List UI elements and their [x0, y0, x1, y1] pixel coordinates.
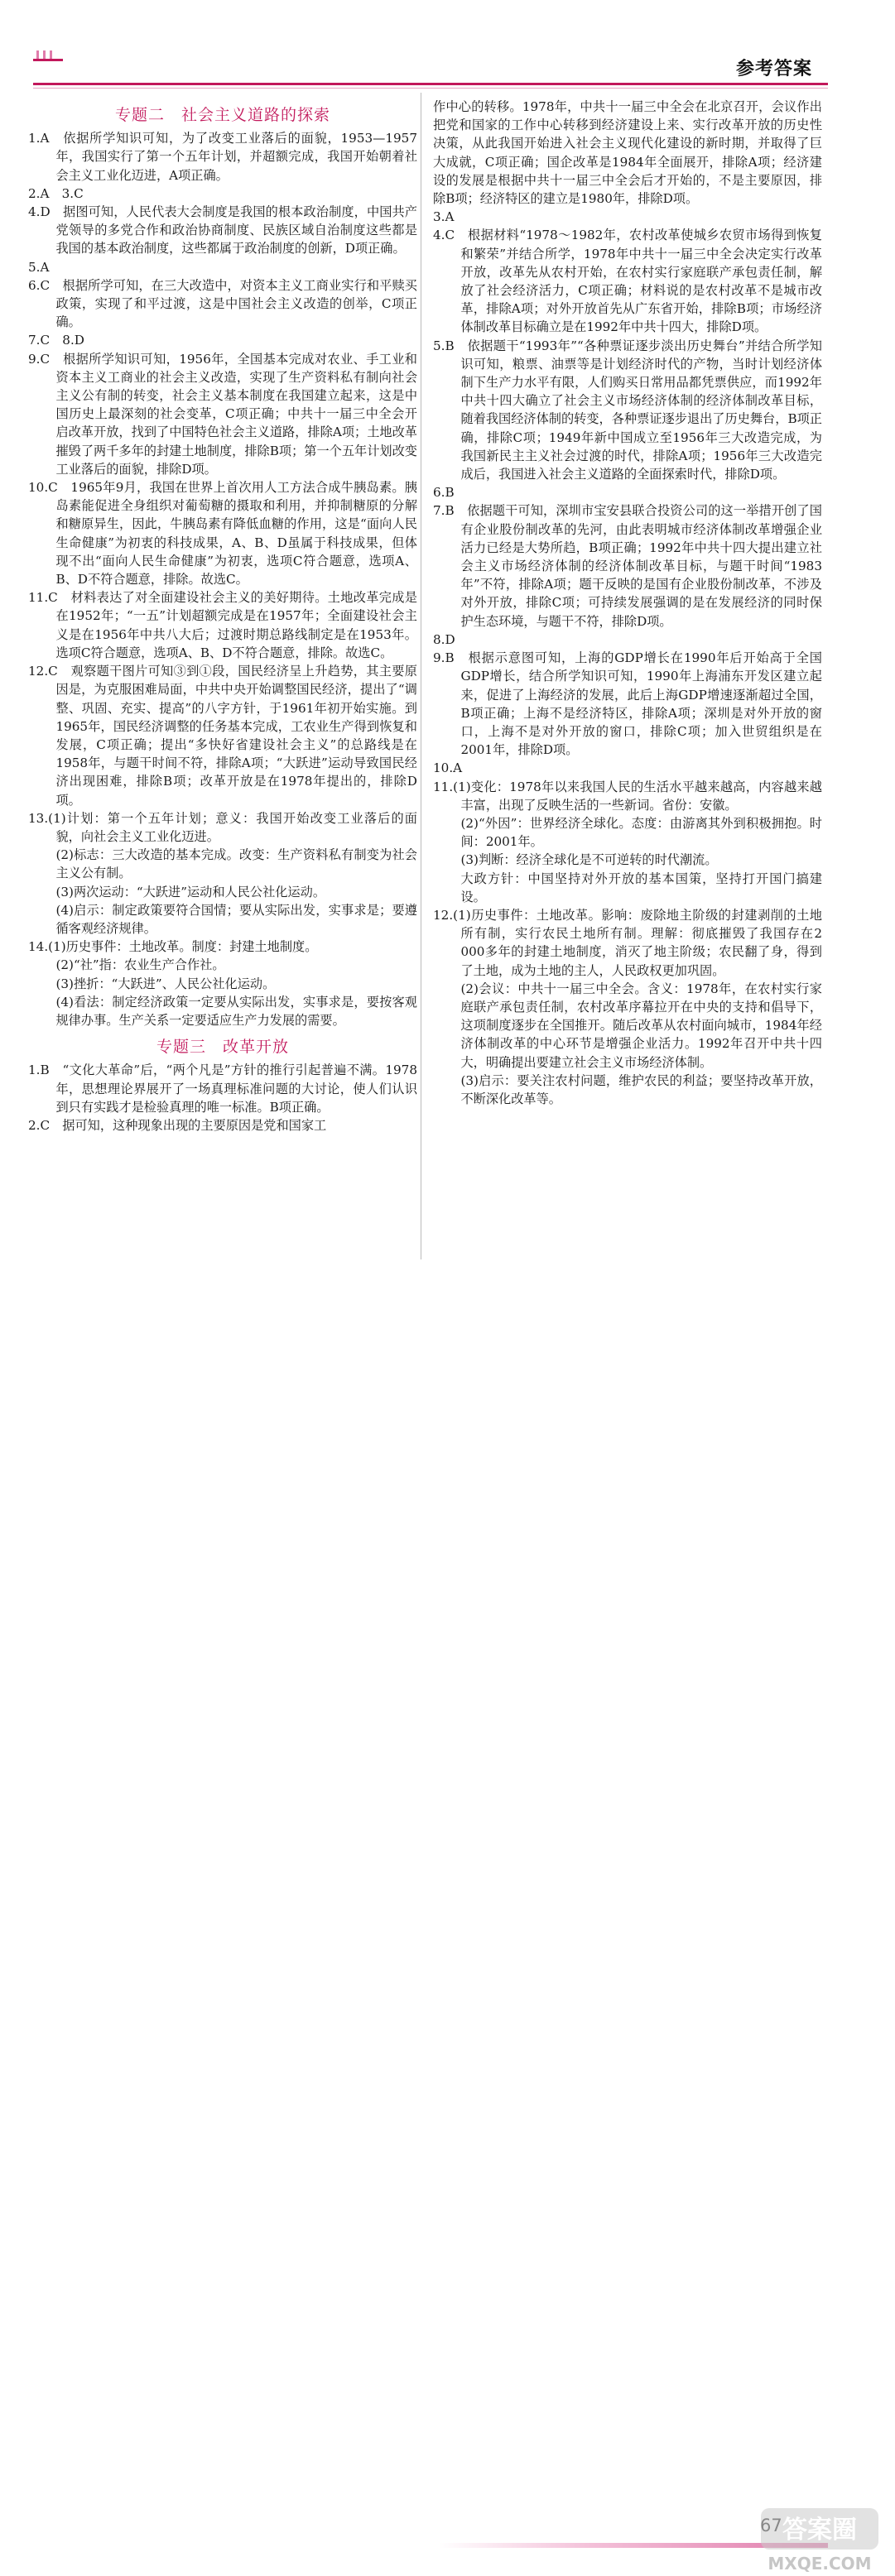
answer-item: 6.B — [433, 485, 455, 501]
answer-item: 7.C 8.D — [28, 333, 84, 348]
answer-item-lead: 12.(1)历史事件：土地改革。影响：废除地主阶级的封建剥削的土地所有制，实行农民土地所有制。理解：彻底摧毁了我国存在2 000多年的封建土地制度，消灭了地主阶级；农民翻了身，得到了土地，成为土地的主人，人民政权更加巩固。 — [433, 907, 822, 978]
answer-item: 2.A 3.C — [28, 185, 84, 201]
section-title: 专题二 社会主义道路的探索 — [114, 106, 330, 124]
watermark-logo — [758, 2503, 882, 2576]
answer-subitem: (3)两次运动：“大跃进”运动和人民公社化运动。 — [55, 884, 326, 899]
header-rule-thin — [33, 88, 828, 89]
header-rule — [33, 83, 828, 85]
right-column — [433, 98, 822, 1108]
answer-subitem: (3)判断：经济全球化是不可逆转的时代潮流。 — [460, 852, 718, 868]
answer-item-lead: 13.(1)计划：第一个五年计划；意义：我国开始改变工业落后的面貌，向社会主义工业化迈进。 — [28, 810, 417, 844]
answer-subitem: 大政方针：中国坚持对外开放的基本国策，坚持打开国门搞建设。 — [460, 871, 822, 904]
svg-text:MXQE.COM: MXQE.COM — [767, 2554, 872, 2574]
answer-item: 7.B 依据题干可知，深圳市宝安县联合投资公司的这一举措开创了国有企业股份制改革的先河，由此表明城市经济体制改革增强企业活力已经是大势所趋，B项正确；1992年中共十四大提出建立社会主义市场经济体制的经济体制改革目标，与题干时间“1983年”不符，排除A项；题干反映的是国有企业股份制改革，不涉及对外开放，排除C项；可持续发展强调的是在发展经济的同时保护生态环境，与题干不符，排除D项。 — [433, 503, 822, 629]
header-title: 参考答案 — [735, 59, 812, 79]
answer-subitem: (2)“外因”：世界经济全球化。态度：由游离其外到积极拥抱。时间：2001年。 — [460, 815, 822, 850]
book-logo-icon — [31, 46, 65, 70]
answer-item: 5.B 依据题干“1993年”“各种票证逐步淡出历史舞台”并结合所学知识可知，粮票、油票等是计划经济时代的产物，当时计划经济体制下生产力水平有限，人们购买日常用品都凭票供应，而1992年中共十四大确立了社会主义市场经济体制的经济体制改革目标，随着我国经济体制的转变，各种票证逐步退出了历史舞台，B项正确，排除C项；1949年新中国成立至1956年三大改造完成，为我国新民主主义社会过渡的时代，排除A项；1956年三大改造完成后，我国进入社会主义道路的全面探索时代，排除D项。 — [433, 338, 822, 482]
answer-subitem: (3)启示：要关注农村问题，维护农民的利益；要坚持改革开放，不断深化改革等。 — [460, 1072, 822, 1106]
answer-item: 4.C 根据材料“1978～1982年，农村改革使城乡农贸市场得到恢复和繁荣”并结合所学，1978年中共十一届三中全会决定实行改革开放，改革先从农村开始，在农村实行家庭联产承包责任制，解放了社会经济活力，C项正确；材料说的是农村改革不是城市改革，排除A项；对外开放首先从广东省开始，排除B项；市场经济体制改革目标确立是在1992年中共十四大，排除D项。 — [433, 228, 822, 335]
answer-item: 9.B 根据示意图可知，上海的GDP增长在1990年后开始高于全国GDP增长，结合所学知识可知，1990年上海浦东开发区建立起来，促进了上海经济的发展，此后上海GDP增速逐渐超过全国，B项正确；上海不是经济特区，排除A项；深圳是对外开放的窗口，上海不是对外开放的窗口，排除C项；加入世贸组织是在2001年，排除D项。 — [433, 650, 822, 758]
svg-text:答案圈: 答案圈 — [782, 2516, 857, 2545]
answer-item: 1.B “文化大革命”后，“两个凡是”方针的推行引起普遍不满。1978年，思想理论界展开了一场真理标准问题的大讨论，使人们认识到只有实践才是检验真理的唯一标准。B项正确。 — [28, 1063, 417, 1115]
left-column — [28, 98, 417, 1134]
answer-item: 2.C 据可知，这种现象出现的主要原因是党和国家工 — [28, 1117, 327, 1133]
answer-item: 6.C 根据所学可知，在三大改造中，对资本主义工商业实行和平赎买政策，实现了和平过渡，这是中国社会主义改造的创举，C项正确。 — [28, 277, 417, 330]
section-title: 专题三 改革开放 — [156, 1038, 289, 1057]
answer-item: 11.C 材料表达了对全面建设社会主义的美好期待。土地改革完成是在1952年；“一五”计划超额完成是在1957年；全面建设社会主义是在1956年中共八大后；过渡时期总路线制定是在1953年。选项C符合题意，选项A、B、D不符合题意，排除。故选C。 — [28, 590, 417, 660]
answer-item-lead: 11.(1)变化：1978年以来我国人民的生活水平越来越高，内容越来越丰富，出现了反映生活的一些新词。省份：安徽。 — [433, 779, 822, 813]
answer-continuation: 作中心的转移。1978年，中共十一届三中全会在北京召开，会议作出把党和国家的工作中心转移到经济建设上来、实行改革开放的历史性决策，从此我国开始进入社会主义现代化建设的新时期，并取得了巨大成就，C项正确；国企改革是1984年全面展开，排除A项；经济建设的发展是根据中共十一届三中全会后才开始的，不是主要原因，排除B项；经济特区的建立是1980年，排除D项。 — [433, 99, 822, 207]
answer-item: 5.A — [28, 259, 50, 275]
answer-item: 4.D 据图可知，人民代表大会制度是我国的根本政治制度，中国共产党领导的多党合作和政治协商制度、民族区域自治制度这些都是我国的基本政治制度，这些都属于政治制度的创新，D项正确。 — [28, 204, 417, 257]
answer-item-lead: 14.(1)历史事件：土地改革。制度：封建土地制度。 — [28, 939, 318, 955]
answer-item: 1.A 依据所学知识可知，为了改变工业落后的面貌，1953—1957年，我国实行了第一个五年计划，并超额完成，我国开始朝着社会主义工业化迈进，A项正确。 — [28, 131, 417, 183]
answer-item: 10.C 1965年9月，我国在世界上首次用人工方法合成牛胰岛素。胰岛素能促进全身组织对葡萄糖的摄取和利用，并抑制糖原的分解和糖原异生，因此，牛胰岛素有降低血糖的作用，这是“面向人民生命健康”为初衷的科技成果，A、B、D虽属于科技成果，但体现不出“面向人民生命健康”为初衷，选项C符合题意，选项A、B、D不符合题意，排除。故选C。 — [28, 480, 417, 588]
answer-subitem: (4)启示：制定政策要符合国情；要从实际出发，实事求是；要遵循客观经济规律。 — [55, 902, 417, 936]
answer-subitem: (3)挫折：“大跃进”、人民公社化运动。 — [55, 976, 276, 991]
answer-item: 8.D — [433, 631, 455, 647]
answer-item: 10.A — [433, 760, 463, 776]
answer-item: 9.C 根据所学知识可知，1956年，全国基本完成对农业、手工业和资本主义工商业的社会主义改造，实现了生产资料私有制向社会主义公有制的转变，社会主义基本制度在我国建立起来，这是中国历史上最深刻的社会变革，C项正确；中共十一届三中全会开启改革开放，找到了中国特色社会主义道路，排除A项；土地改革摧毁了两千多年的封建土地制度，排除B项；第一个五年计划改变工业落后的面貌，排除D项。 — [28, 351, 417, 477]
answer-subitem: (2)会议：中共十一届三中全会。含义：1978年，在农村实行家庭联产承包责任制，农村改革序幕拉开在中央的支持和倡导下，这项制度逐步在全国推开。随后改革从农村面向城市，1984年经济体制改革的中心环节是增强企业活力。1992年召开中共十四大，明确提出要建立社会主义市场经济体制。 — [460, 981, 822, 1070]
answer-item: 12.C 观察题干图片可知③到①段，国民经济呈上升趋势，其主要原因是，为克服困难局面，中共中央开始调整国民经济，提出了“调整、巩固、充实、提高”的八字方针，于1961年初开始实施。到1965年，国民经济调整的任务基本完成，工农业生产得到恢复和发展，C项正确；提出“多快好省建设社会主义”的总路线是在1958年，与题干时间不符，排除A项；“大跃进”运动导致国民经济出现困难，排除B项；改革开放是在1978年提出的，排除D项。 — [28, 664, 417, 808]
answer-subitem: (2)“社”指：农业生产合作社。 — [55, 957, 225, 973]
page-header — [0, 0, 895, 91]
answer-subitem: (4)看法：制定经济政策一定要从实际出发，实事求是，要按客观规律办事。生产关系一定要适应生产力发展的需要。 — [55, 994, 417, 1028]
page-footer — [0, 1258, 895, 2574]
answer-item: 3.A — [433, 209, 455, 225]
answer-subitem: (2)标志：三大改造的基本完成。改变：生产资料私有制变为社会主义公有制。 — [55, 847, 417, 881]
